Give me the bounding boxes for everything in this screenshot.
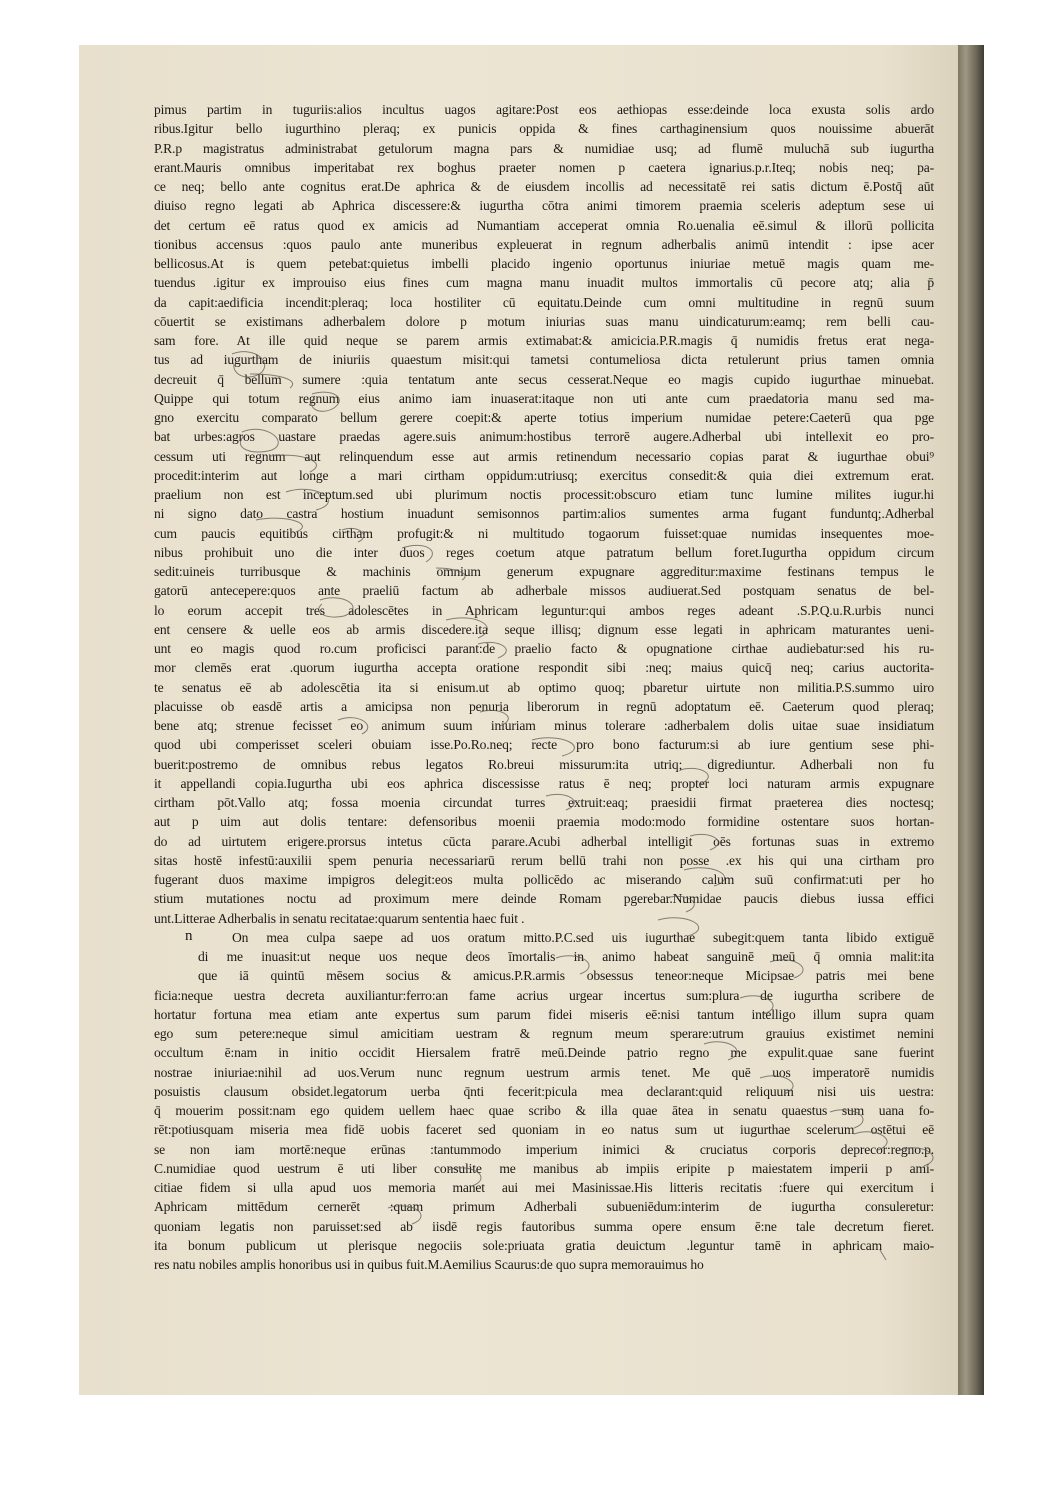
text-line: gno exercitu comparato bellum gerere coepit:& aperte totius imperium numidae petere:Caeterū qua pge: [154, 410, 934, 425]
text-line: q̄ mouerim possit:nam ego quidem uellem haec quae scribo & illa quae ātea in senatu quaestus sum uana fo-: [154, 1103, 934, 1118]
text-line: fugerant duos maxime impigros delegit:eos multa pollicēdo ac miserando calum suū confirmat:uti per ho: [154, 872, 934, 887]
text-line: posuistis clausum obsidet.legatorum uerba q̄nti fecerit:picula mea declarant:quid reliquum nisi uis uestra:: [154, 1083, 934, 1099]
text-line: tus ad iugurtham de iniuriis quaestum misit:qui tametsi contumeliosa dicta retulerunt prius tamen omnia: [154, 352, 934, 368]
text-line: bat urbes:agros uastare praedas agere.suis animum:hostibus terrorē augere.Adherbal ubi intellexit eo pro-: [154, 429, 934, 445]
text-line: it appellandi copia.Iugurtha ubi eos aphrica discessisse ratus ē neq; propter loci naturam armis expugnare: [154, 775, 934, 791]
text-line: diuiso regno legati ab Aphrica discessere:& iugurtha cōtra animi timorem praemia sceleris adeptum sese ui: [154, 198, 934, 214]
letter-text: [154, 928, 934, 986]
text-line: On mea culpa saepe ad uos oratum mitto.P.C.sed uis iugurthae subegit:quem tanta libido extiguē: [232, 929, 934, 945]
text-line: pimus partim in tuguriis:alios incultus uagos agitare:Post eos aethiopas esse:deinde loca exusta solis ardo: [154, 102, 934, 117]
main-text: [154, 100, 934, 928]
text-line: quod ubi comperisset sceleri obuiam isse.Po.Ro.neq; recte pro bono facturum:si ab iure gentium sese phi-: [154, 737, 934, 753]
text-line: se non iam mortē:neque erūnas :tantummodo imperium inimici & cruciatus corporis deprecor:regno.p.: [154, 1141, 934, 1157]
text-line: Quippe qui totum regnum eius animo iam inuaserat:itaque non uti ante cum praedatoria manu sed ma-: [154, 390, 934, 406]
text-line: hortatur fortuna mea etiam ante expertus sum parum fidei miseris eē:nisi tantum intelligo illum supra quam: [154, 1006, 934, 1022]
text-line: C.numidiae quod uestrum ē uti liber consulite me manibus ab impiis eripite p maiestatem imperii p ami-: [154, 1160, 934, 1176]
text-line: occultum ē:nam in initio occidit Hiersalem fratrē meū.Deinde patrio regno me expulit.quae sane fuerint: [154, 1045, 934, 1061]
text-line: quoniam legatis non paruisset:sed ab iisdē regis fautoribus summa opere ensum ē:ne tale decretum fieret.: [154, 1218, 934, 1234]
text-line: nibus prohibuit uno die inter duos reges coetum atque patratum bellum foret.Iugurtha oppidum circum: [154, 544, 934, 560]
marginal-letter: n: [185, 928, 193, 944]
text-line: bene atq; strenue fecisset eo animum suum iniuriam minus tolerare :adherbalem dolis uitae suae insidiatum: [154, 718, 934, 733]
text-line: placuisse ob easdē artis a amicipsa non penuria liberorum in regnū adoptatum eē. Caeterum quod pleraq;: [154, 698, 934, 714]
text-line: da capit:aedificia incendit:pleraq; loca hostiliter cū equitatu.Deinde cum omni multitudine in regnū suum: [154, 294, 934, 310]
text-line: citiae fidem si ulla apud uos memoria manet aui mei Masinissae.His litteris recitatis :fuere qui exercitum i: [154, 1180, 934, 1195]
text-line: cōuertit se existimans adherbalem dolore p motum iniurias suas manu uindicaturum:eamq; rem belli cau-: [154, 313, 934, 329]
text-line: cum paucis equitibus cirtham profugit:& ni multitudo togaorum fuisset:quae numidas insequentes moe-: [154, 525, 934, 541]
text-line: aut p uim aut dolis tentare: defensoribus moenii praemia modo:modo formidine ostentare suos hortan-: [154, 814, 934, 830]
text-line: ent censere & uelle eos ab armis discedere.ita seque illisq; dignum esse legati in aphricam maturantes ueni-: [154, 621, 934, 637]
text-line: sam fore. At ille quid neque se parem armis extimabat:& amicicia.P.R.magis q̄ numidis fretus erat nega-: [154, 333, 934, 348]
text-line: te senatus eē ab adolescētia ita si enisum.ut ab optimo quoq; pbaretur uirtute non militia.P.S.summo uiro: [154, 679, 934, 695]
text-line: sitas hostē infestū:auxilii spem penuria necessariarū rerum bellū trahi non posse .ex his qui una cirtham pro: [154, 852, 934, 868]
text-line: unt.Litterae Adherbalis in senatu recitatae:quarum sententia haec fuit .: [154, 910, 525, 926]
text-line: P.R.p magistratus administrabat getulorum magna pars & numidiae usq; ad flumē muluchā sub iugurtha: [154, 140, 934, 156]
text-line: sedit:uineis turribusque & machinis omnium generum expugnare aggreditur:maxime festinans tempus le: [154, 564, 934, 579]
text-line: ita bonum publicum ut plerisque negociis sole:priuata gratia deuictum .leguntur tamē in aphricam maio-: [154, 1237, 934, 1253]
text-line: praelium non est inceptum.sed ubi plurimum noctis processit:obscuro etiam tunc lumine milites iugur.hi: [154, 487, 934, 502]
text-line: ficia:neque uestra decreta auxiliantur:ferro:an fame acrius urgear incertus sum:plura de iugurtha scribere de: [154, 987, 934, 1003]
text-line: res natu nobiles amplis honoribus usi in quibus fuit.M.Aemilius Scaurus:de quo supra memorauimus ho: [154, 1257, 704, 1272]
text-line: bellicosus.At is quem petebat:quietus imbelli placido ingenio oportunus iniuriae metuē magis quam me-: [154, 256, 934, 271]
text-line: que iā quintū mēsem socius & amicus.P.R.armis obsessus teneor:neque Micipsae patris mei bene: [198, 968, 934, 984]
text-line: cirtham pōt.Vallo atq; fossa moenia circundat turres extruit:eaq; praesidii firmat praeterea dies noctesq;: [154, 795, 934, 810]
text-line: gatorū antecepere:quos ante praeliū factum ab adherbale missos audiuerat.Sed postquam senatus de bel-: [154, 583, 934, 599]
text-line: cessum uti regnum aut relinquendum esse aut armis retinendum necessario copias parat & iugurthae obui⁹: [154, 448, 934, 464]
text-line: unt eo magis quod ro.cum proficisci parant:de praelio facto & opugnatione cirthae audiebatur:sed his ru-: [154, 641, 934, 656]
text-line: rēt:potiusquam miseria mea fidē uobis faceret sed quoniam in eo natus sum ut iugurthae scelerum ostētui eē: [154, 1122, 934, 1138]
text-line: tionibus accensus :quos paulo ante muneribus expleuerat in regnum adherbalis animū intendit : ipse acer: [154, 236, 934, 252]
text-line: buerit:postremo de omnibus rebus legatos Ro.breui missurum:ita utriq; digrediuntur. Adherbali non fu: [154, 756, 934, 772]
book-spine-edge: [958, 45, 984, 1395]
text-line: det certum eē ratus quod ex amicis ad Numantiam acceperat omnia Ro.uenalia eē.simul & illorū pollicita: [154, 217, 934, 233]
text-line: mor clemēs erat .quorum iugurtha accepta oratione respondit sibi :neq; maius quicq̄ neq; carius auctorita-: [154, 660, 934, 676]
text-line: ce neq; bello ante cognitus erat.De aphrica & de eiusdem incollis ad necessitatē rei satis dictum ē.Postq̄ aūt: [154, 179, 934, 194]
text-line: erant.Mauris omnibus imperitabat rex boghus praeter nomen p caetera ignarius.p.r.Iteq; nobis neq; pa-: [154, 159, 934, 175]
text-line: decreuit q̄ bellum sumere :quia tentatum ante secus cesserat.Neque eo magis cupido iugurthae minuebat.: [154, 371, 934, 387]
text-line: Aphricam mittēdum cernerēt :quam primum Adherbali subueniēdum:interim de iugurtha consuleretur:: [154, 1199, 934, 1215]
text-line: tuendus .igitur ex improuiso eius fines cum magna manu inuadit multos immortalis cū pecore atq; alia p̄: [154, 275, 934, 291]
text-line: ribus.Igitur bello iugurthino pleraq; ex punicis oppida & fines carthaginensium quos nouissime abuerāt: [154, 121, 934, 137]
text-line: nostrae iniuriae:nihil ad uos.Verum nunc regnum uestrum armis tenet. Me quē uos imperatorē numidis: [154, 1064, 934, 1080]
closing-text: [154, 986, 934, 1275]
text-line: ego sum petere:neque simul amicitiam uestram & regnum meum sperare:utrum grauius existimet nemini: [154, 1026, 934, 1041]
page-text-block: [154, 100, 934, 1274]
text-line: ni signo dato castra hostium inuadunt semisonnos partim:alios sumentes arma fugant funduntq;.Adherbal: [154, 506, 934, 522]
text-line: lo eorum accepit tres adolescētes in Aphricam leguntur:qui ambos reges adeant .S.P.Q.u.R.urbis nunci: [154, 602, 934, 618]
text-line: procedit:interim aut longe a mari cirtham oppidum:utriusq; exercitus consedit:& quia diei extremum erat.: [154, 467, 934, 483]
text-line: do ad uirtutem erigere.prorsus intetus cūcta parare.Acubi adherbal intelligit oēs fortunas suas in extremo: [154, 833, 934, 849]
text-line: di me inuasit:ut neque uos neque deos īmortalis in animo habeat sanguinē meū q̄ omnia malit:ita: [198, 949, 934, 964]
text-line: stium mutationes noctu ad proximum mere deinde Romam pgerebar.Numidae paucis diebus iussa effici: [154, 891, 934, 907]
